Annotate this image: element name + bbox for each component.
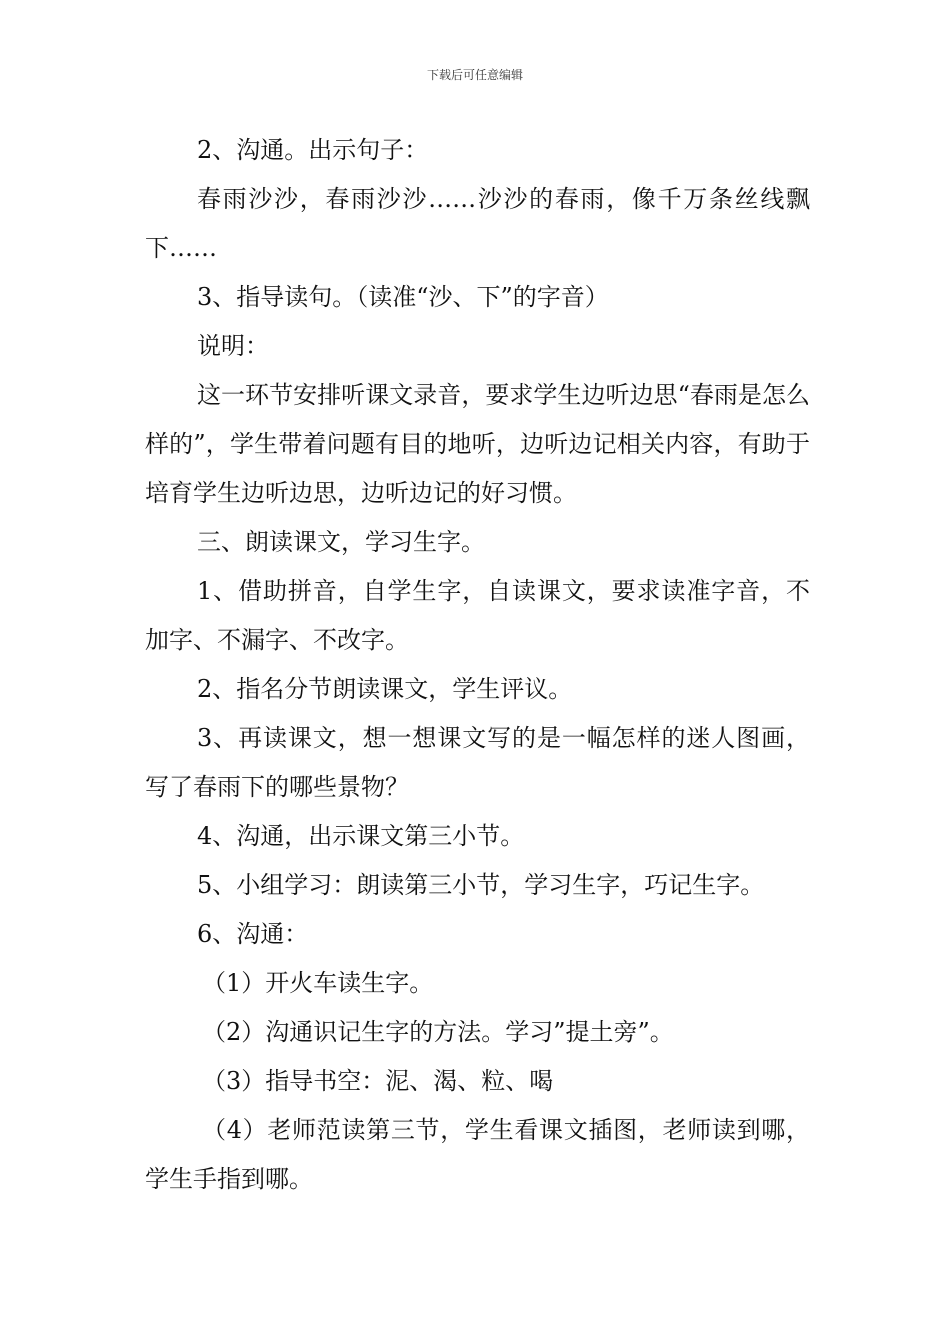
paragraph-substep-2: （2）沟通识记生字的方法。学习”提土旁”。 bbox=[202, 1018, 674, 1046]
section-heading-read-aloud: 三、朗读课文，学习生字。 bbox=[197, 528, 485, 556]
paragraph-step-2: 2、指名分节朗读课文，学生评议。 bbox=[197, 675, 573, 703]
document-body bbox=[145, 126, 810, 1204]
paragraph-explanation-label: 说明： bbox=[197, 332, 269, 360]
page-header: 下载后可任意编辑 bbox=[426, 68, 523, 82]
paragraph-step-5: 5、小组学习：朗读第三小节，学习生字，巧记生字。 bbox=[197, 871, 765, 899]
paragraph-spring-rain-sentence: 春雨沙沙，春雨沙沙……沙沙的春雨，像千万条丝线飘下…… bbox=[145, 185, 810, 262]
paragraph-substep-1: （1）开火车读生字。 bbox=[202, 969, 434, 997]
paragraph-guide-reading: 3、指导读句。（读准“沙、下”的字音） bbox=[197, 283, 609, 311]
paragraph-step-4: 4、沟通，出示课文第三小节。 bbox=[197, 822, 525, 850]
paragraph-substep-3: （3）指导书空：泥、渴、粒、喝 bbox=[202, 1067, 554, 1095]
paragraph-step-1: 1、借助拼音，自学生字，自读课文，要求读准字音，不加字、不漏字、不改字。 bbox=[145, 577, 810, 654]
paragraph-explanation-body: 这一环节安排听课文录音，要求学生边听边思“春雨是怎么样的”，学生带着问题有目的地听，边听边记相关内容，有助于培育学生边听边思，边听边记的好习惯。 bbox=[145, 381, 810, 507]
paragraph-step-3: 3、再读课文，想一想课文写的是一幅怎样的迷人图画，写了春雨下的哪些景物？ bbox=[145, 724, 810, 801]
paragraph-substep-4: （4）老师范读第三节，学生看课文插图，老师读到哪，学生手指到哪。 bbox=[145, 1116, 810, 1193]
paragraph-step-6: 6、沟通： bbox=[197, 920, 309, 948]
paragraph-communicate-sentence: 2、沟通。出示句子： bbox=[197, 136, 429, 164]
